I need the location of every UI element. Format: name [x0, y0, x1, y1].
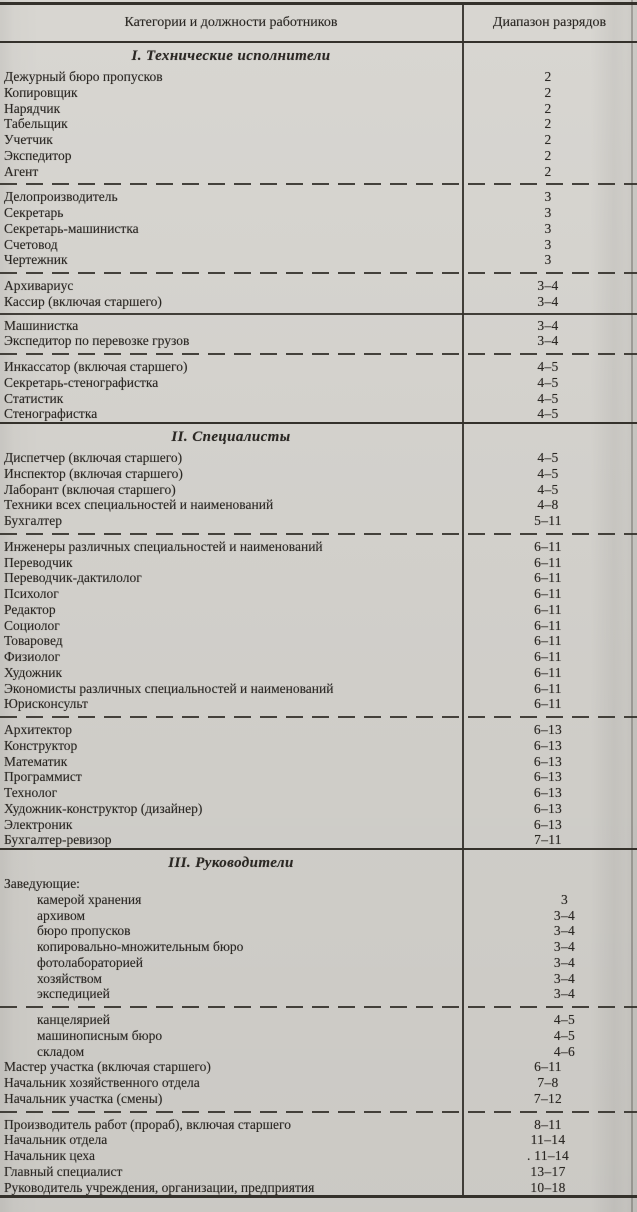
- table-header-row: [0, 5, 637, 43]
- row-value: 6–13: [533, 800, 563, 816]
- table-row: [0, 986, 637, 1002]
- row-label: Социолог: [4, 617, 60, 633]
- table-row: [0, 817, 637, 833]
- row-label: Начальник цеха: [4, 1148, 95, 1163]
- row-value: . 11–14: [526, 1148, 570, 1163]
- table-row: [0, 252, 637, 268]
- table-row: [0, 1012, 637, 1028]
- row-label: Архитектор: [4, 722, 72, 737]
- row-value: 2: [544, 84, 552, 100]
- table-row: [0, 570, 637, 586]
- table-section: [0, 48, 637, 422]
- row-label: Кассир (включая старшего): [4, 293, 162, 309]
- row-group: [0, 450, 637, 529]
- row-label: Экономисты различных специальностей и наименований: [4, 680, 334, 696]
- row-value: 3–4: [553, 970, 576, 986]
- dashed-group-divider: [0, 272, 637, 274]
- row-value: 3–4: [553, 939, 576, 954]
- header-cell-categories: Категории и должности работников: [124, 15, 338, 30]
- row-label: Психолог: [4, 586, 59, 601]
- table-row: [0, 497, 637, 513]
- dashed-group-divider: [0, 533, 637, 535]
- row-value: 2: [544, 100, 552, 116]
- row-label: Экспедитор по перевозке грузов: [4, 333, 190, 349]
- table-row: [0, 602, 637, 618]
- row-value: 6–11: [534, 649, 562, 664]
- table-row: [0, 189, 637, 205]
- row-value: 4–5: [537, 465, 559, 481]
- row-value: 3: [544, 205, 552, 220]
- table-row: [0, 738, 637, 754]
- table-body: [0, 48, 637, 1195]
- table-row: [0, 116, 637, 132]
- table-row: [0, 618, 637, 634]
- row-label: Начальник отдела: [4, 1132, 108, 1148]
- row-value: 4–5: [537, 359, 559, 374]
- row-label: Экспедитор: [4, 147, 72, 163]
- row-label: Табельщик: [4, 116, 68, 132]
- table-row: [0, 892, 637, 908]
- table-row: [0, 681, 637, 697]
- row-value: 6–11: [534, 1059, 562, 1075]
- table-row: [0, 164, 637, 180]
- row-value: 6–11: [534, 586, 562, 601]
- table-row: [0, 923, 637, 939]
- table-row: [0, 633, 637, 649]
- row-value: 4–5: [537, 406, 559, 422]
- row-value: 6–11: [534, 696, 562, 712]
- row-value: 2: [544, 163, 552, 179]
- row-group: [0, 722, 637, 848]
- table-section: [0, 422, 637, 848]
- row-value: 6–11: [534, 617, 562, 633]
- row-label: Бухгалтер: [4, 513, 62, 528]
- row-label: Стенографистка: [4, 406, 98, 422]
- row-value: 4–5: [553, 1012, 576, 1027]
- row-label: Инкассатор (включая старшего): [4, 359, 188, 374]
- row-label: Инспектор (включая старшего): [4, 465, 183, 481]
- row-label: Электроник: [4, 816, 73, 832]
- table-row: [0, 801, 637, 817]
- row-value: 4–6: [553, 1043, 576, 1059]
- row-value: 3: [544, 189, 552, 205]
- row-value: 2: [544, 116, 552, 132]
- table-row: [0, 754, 637, 770]
- table-row: [0, 1059, 637, 1075]
- row-value: 3–4: [553, 954, 576, 970]
- row-label: Секретарь-машинистка: [4, 220, 139, 236]
- table-row: [0, 359, 637, 375]
- row-label: Счетовод: [4, 236, 58, 252]
- row-label: Секретарь-стенографистка: [4, 374, 159, 390]
- table-row: [0, 539, 637, 555]
- table-row: [0, 1148, 637, 1164]
- table-row: [0, 832, 637, 848]
- table-row: [0, 955, 637, 971]
- row-value: 2: [544, 147, 552, 163]
- row-label: фотолабораторией: [37, 954, 144, 970]
- row-value: 3–4: [537, 278, 559, 293]
- table-row: [0, 1117, 637, 1133]
- row-label: Производитель работ (прораб), включая старшего: [4, 1116, 291, 1132]
- row-value: 5–11: [534, 513, 562, 528]
- row-value: 7–11: [534, 832, 562, 848]
- table-row: [0, 1044, 637, 1060]
- section-groups: [0, 876, 637, 1195]
- row-label: Машинистка: [4, 317, 79, 333]
- row-label: хозяйством: [37, 970, 102, 986]
- table-row: [0, 132, 637, 148]
- row-label: Начальник участка (смены): [4, 1090, 163, 1106]
- row-label: Дежурный бюро пропусков: [4, 69, 163, 84]
- dashed-group-divider: [0, 183, 637, 185]
- row-label: Переводчик: [4, 554, 73, 570]
- table-row: [0, 278, 637, 294]
- row-group: [0, 359, 637, 422]
- row-label: Бухгалтер-ревизор: [4, 832, 112, 848]
- row-label: Художник-конструктор (дизайнер): [4, 800, 203, 816]
- row-label: Техники всех специальностей и наименований: [4, 497, 274, 513]
- table-row: [0, 391, 637, 407]
- row-value: 3: [544, 220, 552, 236]
- row-label: Мастер участка (включая старшего): [4, 1059, 211, 1075]
- row-value: 11–14: [530, 1132, 566, 1148]
- row-label: Математик: [4, 753, 68, 769]
- row-value: 10–18: [530, 1179, 566, 1195]
- table-row: [0, 649, 637, 665]
- row-label: Агент: [4, 163, 39, 179]
- row-value: 6–11: [534, 538, 562, 554]
- row-label: Программист: [4, 769, 82, 785]
- row-value: 6–13: [533, 753, 563, 769]
- row-label: Копировщик: [4, 84, 78, 100]
- row-value: 6–13: [533, 816, 563, 832]
- section-title: I. Технические исполнители: [131, 48, 331, 64]
- section-title: III. Руководители: [168, 855, 294, 871]
- table-row: [0, 1132, 637, 1148]
- section-groups: [0, 69, 637, 422]
- dashed-group-divider: [0, 1006, 637, 1008]
- table-row: [0, 1180, 637, 1196]
- row-value: 2: [544, 69, 552, 84]
- table-row: [0, 221, 637, 237]
- table-row: [0, 482, 637, 498]
- section-title: II. Специалисты: [171, 429, 291, 445]
- row-label: Начальник хозяйственного отдела: [4, 1075, 200, 1090]
- table-row: [0, 85, 637, 101]
- row-value: 6–11: [534, 664, 562, 680]
- table-row: [0, 1091, 637, 1107]
- row-value: 3: [544, 236, 552, 252]
- row-value: 2: [544, 132, 552, 147]
- row-label: Главный специалист: [4, 1163, 123, 1179]
- row-group: [0, 278, 637, 310]
- table-row: [0, 205, 637, 221]
- row-value: 3–4: [553, 986, 576, 1002]
- row-value: 6–11: [534, 570, 562, 586]
- row-label: Конструктор: [4, 737, 78, 753]
- row-value: 8–11: [534, 1116, 562, 1132]
- table-row: [0, 696, 637, 712]
- row-label: Нарядчик: [4, 100, 61, 116]
- row-value: 4–5: [537, 390, 559, 406]
- dashed-group-divider: [0, 716, 637, 718]
- table-row: [0, 1075, 637, 1091]
- row-value: 6–11: [534, 601, 562, 617]
- row-label: копировально-множительным бюро: [37, 939, 244, 954]
- row-value: 6–11: [534, 554, 562, 570]
- row-label: экспедицией: [37, 986, 110, 1002]
- solid-group-divider: [0, 313, 637, 315]
- row-value: 3–4: [537, 317, 559, 333]
- dashed-group-divider: [0, 353, 637, 355]
- table-row: [0, 722, 637, 738]
- table-row: [0, 101, 637, 117]
- row-label: Руководитель учреждения, организации, предприятия: [4, 1179, 315, 1195]
- row-label: Заведующие:: [4, 876, 80, 891]
- row-label: Редактор: [4, 601, 56, 617]
- row-label: Учетчик: [4, 132, 53, 147]
- row-label: Физиолог: [4, 649, 61, 664]
- row-label: Диспетчер (включая старшего): [4, 450, 183, 465]
- table-row: [0, 1164, 637, 1180]
- row-value: 6–13: [533, 722, 563, 737]
- row-value: 6–13: [533, 785, 563, 800]
- row-value: 6–13: [533, 769, 563, 785]
- row-label: архивом: [37, 907, 86, 923]
- table-row: [0, 971, 637, 987]
- row-value: 3–4: [537, 333, 559, 349]
- row-group: [0, 1012, 637, 1107]
- page-edge-line: [631, 0, 633, 1212]
- row-label: канцелярией: [37, 1012, 110, 1027]
- row-group: [0, 1117, 637, 1196]
- table-row: [0, 876, 637, 892]
- row-group: [0, 318, 637, 350]
- table-row: [0, 513, 637, 529]
- row-value: 6–11: [534, 633, 562, 649]
- table-row: [0, 1028, 637, 1044]
- row-group: [0, 69, 637, 179]
- row-group: [0, 539, 637, 712]
- row-label: Переводчик-дактилолог: [4, 570, 142, 586]
- row-label: Секретарь: [4, 205, 64, 220]
- row-label: камерой хранения: [37, 891, 142, 907]
- row-label: Юрисконсульт: [4, 696, 88, 712]
- row-label: Художник: [4, 664, 63, 680]
- row-label: Делопроизводитель: [4, 189, 118, 205]
- row-value: 6–11: [534, 680, 562, 696]
- table-row: [0, 237, 637, 253]
- table-row: [0, 148, 637, 164]
- row-value: 3: [560, 891, 569, 907]
- row-value: 4–5: [537, 481, 559, 497]
- row-label: складом: [37, 1043, 85, 1059]
- positions-table: [0, 2, 637, 1198]
- table-row: [0, 375, 637, 391]
- row-label: Инженеры различных специальностей и наименований: [4, 538, 323, 554]
- row-label: бюро пропусков: [37, 923, 131, 939]
- table-row: [0, 466, 637, 482]
- row-value: 4–5: [537, 450, 559, 465]
- table-row: [0, 586, 637, 602]
- row-value: 13–17: [530, 1163, 566, 1179]
- dashed-group-divider: [0, 1111, 637, 1113]
- row-label: Чертежник: [4, 252, 68, 268]
- table-row: [0, 555, 637, 571]
- table-row: [0, 908, 637, 924]
- row-value: 4–8: [537, 497, 559, 513]
- row-label: Архивариус: [4, 278, 74, 293]
- row-label: Технолог: [4, 785, 58, 800]
- row-label: Статистик: [4, 390, 64, 406]
- section-groups: [0, 450, 637, 848]
- header-cell-range: Диапазон разрядов: [492, 15, 607, 30]
- table-row: [0, 665, 637, 681]
- table-row: [0, 939, 637, 955]
- table-row: [0, 318, 637, 334]
- row-value: 3–4: [553, 923, 576, 939]
- row-value: 3: [544, 252, 552, 268]
- row-value: 4–5: [537, 374, 559, 390]
- row-value: 4–5: [553, 1027, 576, 1043]
- row-value: 7–8: [537, 1075, 559, 1090]
- table-row: [0, 294, 637, 310]
- table-row: [0, 69, 637, 85]
- row-value: [459, 876, 637, 892]
- table-row: [0, 785, 637, 801]
- row-value: 3–4: [537, 293, 559, 309]
- table-row: [0, 450, 637, 466]
- row-group: [0, 876, 637, 1002]
- row-label: Лаборант (включая старшего): [4, 481, 176, 497]
- table-row: [0, 333, 637, 349]
- row-label: машинописным бюро: [37, 1027, 163, 1043]
- table-row: [0, 406, 637, 422]
- row-value: 6–13: [533, 737, 563, 753]
- row-group: [0, 189, 637, 268]
- table-section: [0, 848, 637, 1195]
- table-row: [0, 769, 637, 785]
- row-value: 7–12: [533, 1090, 563, 1106]
- row-label: Товаровед: [4, 633, 63, 649]
- row-value: 3–4: [553, 907, 576, 923]
